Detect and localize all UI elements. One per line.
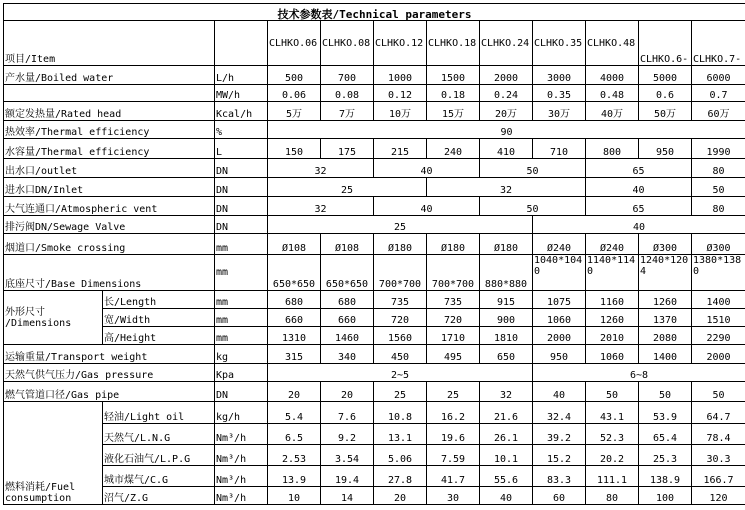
value-cell: 1160 <box>586 291 639 309</box>
thermal-efficiency-row <box>4 121 745 139</box>
value-cell: 40 <box>374 159 480 178</box>
value-cell: 10 <box>268 487 321 505</box>
value-cell: 1140*114 0 <box>586 255 639 291</box>
value-cell: 64.7 <box>692 402 745 424</box>
row-label: 进水口DN/Inlet <box>4 178 215 197</box>
value-cell: 50 <box>692 178 745 197</box>
value-cell: 52.3 <box>586 424 639 445</box>
value-cell: 315 <box>268 345 321 364</box>
value-cell: 915 <box>480 291 533 309</box>
value-cell: 10万 <box>374 102 427 121</box>
value-cell: 40 <box>533 382 586 402</box>
value-cell: 1060 <box>533 309 586 327</box>
value-cell: 2000 <box>480 66 533 85</box>
value-cell: 50 <box>692 382 745 402</box>
value-cell: 1810 <box>480 327 533 345</box>
value-cell: 735 <box>374 291 427 309</box>
value-cell: 10.8 <box>374 402 427 424</box>
width-row <box>4 309 745 327</box>
value-cell: 138.9 <box>639 466 692 487</box>
value-cell: 40 <box>374 197 480 216</box>
value-cell: 1060 <box>586 345 639 364</box>
value-cell: 0.24 <box>480 85 533 102</box>
value-cell: 1400 <box>639 345 692 364</box>
row-label: 沼气/Z.G <box>103 487 215 505</box>
value-cell: 1000 <box>374 66 427 85</box>
value-cell: 6~8 <box>533 364 745 382</box>
value-cell: 950 <box>533 345 586 364</box>
item-header: 项目/Item <box>4 21 215 66</box>
fuel-consumption-group-label: 燃料消耗/Fuel consumption <box>4 402 103 505</box>
value-cell: 80 <box>692 197 745 216</box>
value-cell: 16.2 <box>427 402 480 424</box>
value-cell: 90 <box>268 121 745 139</box>
value-cell: 32 <box>480 382 533 402</box>
unit-cell: Nm³/h <box>215 466 268 487</box>
value-cell: 80 <box>586 487 639 505</box>
value-cell: 1260 <box>639 291 692 309</box>
model-header: CLHKO.12 <box>374 21 427 66</box>
value-cell: 13.1 <box>374 424 427 445</box>
value-cell: 2.53 <box>268 445 321 466</box>
lng-row <box>4 424 745 445</box>
unit-cell: DN <box>215 216 268 234</box>
value-cell: 1400 <box>692 291 745 309</box>
value-cell: 120 <box>692 487 745 505</box>
value-cell: 6000 <box>692 66 745 85</box>
value-cell: 65.4 <box>639 424 692 445</box>
value-cell: 0.6 <box>639 85 692 102</box>
value-cell: 340 <box>321 345 374 364</box>
value-cell: 30万 <box>533 102 586 121</box>
value-cell: 9.2 <box>321 424 374 445</box>
value-cell: 80 <box>692 159 745 178</box>
value-cell: 410 <box>480 139 533 159</box>
unit-cell: Nm³/h <box>215 445 268 466</box>
value-cell: 25.3 <box>639 445 692 466</box>
value-cell: 0.35 <box>533 85 586 102</box>
row-label: 排污阀DN/Sewage Valve <box>4 216 215 234</box>
model-header: CLHKO.6- <box>639 21 692 66</box>
value-cell: 20.2 <box>586 445 639 466</box>
row-label: 城市煤气/C.G <box>103 466 215 487</box>
value-cell: Ø300 <box>639 234 692 255</box>
value-cell: 0.7 <box>692 85 745 102</box>
value-cell: 650*650 <box>321 255 374 291</box>
value-cell: 83.3 <box>533 466 586 487</box>
value-cell: 111.1 <box>586 466 639 487</box>
value-cell: 50万 <box>639 102 692 121</box>
value-cell: 166.7 <box>692 466 745 487</box>
model-header: CLHKO.06 <box>268 21 321 66</box>
value-cell: 20 <box>321 382 374 402</box>
value-cell: 950 <box>639 139 692 159</box>
value-cell: 7.59 <box>427 445 480 466</box>
value-cell: 0.12 <box>374 85 427 102</box>
unit-cell: mm <box>215 255 268 291</box>
value-cell: 1260 <box>586 309 639 327</box>
value-cell: 735 <box>427 291 480 309</box>
value-cell: 30.3 <box>692 445 745 466</box>
value-cell: 1240*120 4 <box>639 255 692 291</box>
value-cell: 25 <box>268 216 533 234</box>
unit-cell: Nm³/h <box>215 424 268 445</box>
value-cell: 40 <box>533 216 745 234</box>
value-cell: 43.1 <box>586 402 639 424</box>
value-cell: 660 <box>268 309 321 327</box>
value-cell: 2080 <box>639 327 692 345</box>
water-capacity-row <box>4 139 745 159</box>
row-label: 燃气管道口径/Gas pipe <box>4 382 215 402</box>
value-cell: 21.6 <box>480 402 533 424</box>
unit-cell: MW/h <box>215 85 268 102</box>
value-cell: 900 <box>480 309 533 327</box>
value-cell: 5000 <box>639 66 692 85</box>
value-cell: 14 <box>321 487 374 505</box>
value-cell: 1560 <box>374 327 427 345</box>
cg-row <box>4 466 745 487</box>
rated-heat-row <box>4 102 745 121</box>
value-cell: 215 <box>374 139 427 159</box>
value-cell: 1040*104 0 <box>533 255 586 291</box>
mw-row <box>4 85 745 102</box>
value-cell: 450 <box>374 345 427 364</box>
value-cell: 39.2 <box>533 424 586 445</box>
model-header: CLHKO.24 <box>480 21 533 66</box>
value-cell: Ø300 <box>692 234 745 255</box>
row-label: 大气连通口/Atmospheric vent <box>4 197 215 216</box>
value-cell: 6.5 <box>268 424 321 445</box>
row-label: 宽/Width <box>103 309 215 327</box>
row-label: 液化石油气/L.P.G <box>103 445 215 466</box>
value-cell: 1710 <box>427 327 480 345</box>
smoke-row <box>4 234 745 255</box>
value-cell: 5万 <box>268 102 321 121</box>
value-cell: 2290 <box>692 327 745 345</box>
value-cell: 2000 <box>692 345 745 364</box>
value-cell: 50 <box>480 159 586 178</box>
value-cell: 50 <box>480 197 586 216</box>
height-row <box>4 327 745 345</box>
value-cell: 1310 <box>268 327 321 345</box>
value-cell: 2010 <box>586 327 639 345</box>
length-row <box>4 291 745 309</box>
row-label: 天然气供气压力/Gas pressure <box>4 364 215 382</box>
value-cell: 32.4 <box>533 402 586 424</box>
value-cell: 650 <box>480 345 533 364</box>
value-cell: 720 <box>427 309 480 327</box>
value-cell: 13.9 <box>268 466 321 487</box>
model-header: CLHKO.18 <box>427 21 480 66</box>
value-cell: 20 <box>374 487 427 505</box>
value-cell: 0.48 <box>586 85 639 102</box>
value-cell: 2~5 <box>268 364 533 382</box>
value-cell: 0.06 <box>268 85 321 102</box>
value-cell: 50 <box>586 382 639 402</box>
table-title: 技术参数表/Technical parameters <box>4 4 745 21</box>
value-cell: 0.18 <box>427 85 480 102</box>
vent-row <box>4 197 745 216</box>
model-header: CLHKO.08 <box>321 21 374 66</box>
unit-cell: DN <box>215 159 268 178</box>
dimensions-group-label: 外形尺寸 /Dimensions <box>4 291 103 345</box>
value-cell: 25 <box>268 178 427 197</box>
unit-cell: Kcal/h <box>215 102 268 121</box>
unit-cell: kg/h <box>215 402 268 424</box>
value-cell: 41.7 <box>427 466 480 487</box>
value-cell: 2000 <box>533 327 586 345</box>
gas-pipe-row <box>4 382 745 402</box>
model-header: CLHKO.48 <box>586 21 639 66</box>
value-cell: 680 <box>268 291 321 309</box>
value-cell: 30 <box>427 487 480 505</box>
unit-cell: L <box>215 139 268 159</box>
row-label: 产水量/Boiled water <box>4 66 215 85</box>
unit-cell: mm <box>215 234 268 255</box>
value-cell: 3.54 <box>321 445 374 466</box>
value-cell: 78.4 <box>692 424 745 445</box>
value-cell: 60 <box>533 487 586 505</box>
value-cell: 7万 <box>321 102 374 121</box>
row-label: 高/Height <box>103 327 215 345</box>
row-label: 水容量/Thermal efficiency <box>4 139 215 159</box>
unit-cell: % <box>215 121 268 139</box>
value-cell: 700*700 <box>427 255 480 291</box>
value-cell: 20 <box>268 382 321 402</box>
sewage-row <box>4 216 745 234</box>
unit-cell: DN <box>215 197 268 216</box>
row-label: 烟道口/Smoke crossing <box>4 234 215 255</box>
value-cell: 680 <box>321 291 374 309</box>
value-cell: 32 <box>268 159 374 178</box>
value-cell: 40万 <box>586 102 639 121</box>
value-cell: Ø108 <box>268 234 321 255</box>
unit-cell: DN <box>215 382 268 402</box>
value-cell: 1500 <box>427 66 480 85</box>
value-cell: 650*650 <box>268 255 321 291</box>
value-cell: 3000 <box>533 66 586 85</box>
value-cell: 175 <box>321 139 374 159</box>
value-cell: Ø240 <box>586 234 639 255</box>
row-label: 出水口/outlet <box>4 159 215 178</box>
value-cell: 660 <box>321 309 374 327</box>
model-header: CLHKO.35 <box>533 21 586 66</box>
title-row <box>4 4 745 21</box>
gas-pressure-row <box>4 364 745 382</box>
value-cell: 5.4 <box>268 402 321 424</box>
base-dimensions-row <box>4 255 745 291</box>
unit-cell: mm <box>215 327 268 345</box>
value-cell: 1990 <box>692 139 745 159</box>
value-cell: 495 <box>427 345 480 364</box>
value-cell: 55.6 <box>480 466 533 487</box>
value-cell: 19.4 <box>321 466 374 487</box>
model-header-row <box>4 21 745 66</box>
value-cell: 100 <box>639 487 692 505</box>
value-cell: 5.06 <box>374 445 427 466</box>
value-cell: 240 <box>427 139 480 159</box>
inlet-row <box>4 178 745 197</box>
value-cell: 26.1 <box>480 424 533 445</box>
model-header: CLHKO.7- <box>692 21 745 66</box>
value-cell: 27.8 <box>374 466 427 487</box>
row-label: 运输重量/Transport weight <box>4 345 215 364</box>
value-cell: Ø180 <box>427 234 480 255</box>
value-cell: 19.6 <box>427 424 480 445</box>
value-cell: 1510 <box>692 309 745 327</box>
unit-cell: mm <box>215 291 268 309</box>
value-cell: 1380*138 0 <box>692 255 745 291</box>
transport-weight-row <box>4 345 745 364</box>
value-cell: 53.9 <box>639 402 692 424</box>
row-label: 天然气/L.N.G <box>103 424 215 445</box>
value-cell: 32 <box>427 178 586 197</box>
value-cell: 1370 <box>639 309 692 327</box>
value-cell: 32 <box>268 197 374 216</box>
value-cell: 0.08 <box>321 85 374 102</box>
value-cell: 1075 <box>533 291 586 309</box>
value-cell: 60万 <box>692 102 745 121</box>
value-cell: 15万 <box>427 102 480 121</box>
value-cell: 150 <box>268 139 321 159</box>
row-label: 额定发热量/Rated head <box>4 102 215 121</box>
value-cell: 7.6 <box>321 402 374 424</box>
unit-cell: DN <box>215 178 268 197</box>
value-cell: Ø180 <box>374 234 427 255</box>
zg-row <box>4 487 745 505</box>
row-label: 长/Length <box>103 291 215 309</box>
value-cell: 4000 <box>586 66 639 85</box>
value-cell: 40 <box>480 487 533 505</box>
value-cell: 880*880 <box>480 255 533 291</box>
value-cell: 40 <box>586 178 692 197</box>
row-label: 轻油/Light oil <box>103 402 215 424</box>
technical-parameters-table <box>3 3 745 505</box>
value-cell: 25 <box>427 382 480 402</box>
unit-cell: kg <box>215 345 268 364</box>
unit-cell: Nm³/h <box>215 487 268 505</box>
value-cell: 20万 <box>480 102 533 121</box>
value-cell: 1460 <box>321 327 374 345</box>
row-label: 底座尺寸/Base Dimensions <box>4 255 215 291</box>
value-cell: 10.1 <box>480 445 533 466</box>
value-cell: 25 <box>374 382 427 402</box>
value-cell: 710 <box>533 139 586 159</box>
boiled-water-row <box>4 66 745 85</box>
value-cell: Ø240 <box>533 234 586 255</box>
value-cell: 700*700 <box>374 255 427 291</box>
value-cell: Ø108 <box>321 234 374 255</box>
value-cell: 50 <box>639 382 692 402</box>
unit-cell: L/h <box>215 66 268 85</box>
row-label: 热效率/Thermal efficiency <box>4 121 215 139</box>
unit-cell: mm <box>215 309 268 327</box>
outlet-row <box>4 159 745 178</box>
value-cell: Ø180 <box>480 234 533 255</box>
value-cell: 500 <box>268 66 321 85</box>
value-cell: 720 <box>374 309 427 327</box>
value-cell: 700 <box>321 66 374 85</box>
lpg-row <box>4 445 745 466</box>
value-cell: 65 <box>586 197 692 216</box>
light-oil-row <box>4 402 745 424</box>
value-cell: 65 <box>586 159 692 178</box>
unit-cell: Kpa <box>215 364 268 382</box>
value-cell: 15.2 <box>533 445 586 466</box>
value-cell: 800 <box>586 139 639 159</box>
